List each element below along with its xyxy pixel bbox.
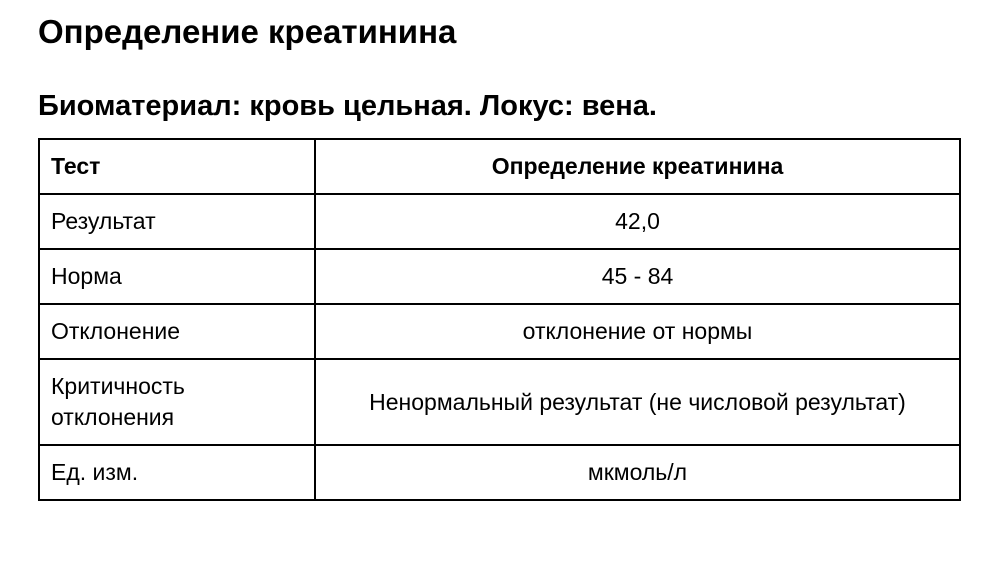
row-label-criticality: Критичность отклонения <box>39 359 315 445</box>
results-table <box>38 138 961 501</box>
row-value-result: 42,0 <box>315 194 960 249</box>
table-row-criticality <box>39 359 960 445</box>
row-value-units: мкмоль/л <box>315 445 960 500</box>
table-header-row <box>39 139 960 194</box>
row-value-deviation: отклонение от нормы <box>315 304 960 359</box>
row-label-norm: Норма <box>39 249 315 304</box>
page-title: Определение креатинина <box>38 13 457 50</box>
row-value-criticality: Ненормальный результат (не числовой результат) <box>315 359 960 445</box>
table-row-units <box>39 445 960 500</box>
header-cell-test: Тест <box>39 139 315 194</box>
row-label-deviation: Отклонение <box>39 304 315 359</box>
table-row-result <box>39 194 960 249</box>
table-row-deviation <box>39 304 960 359</box>
table-row-norm <box>39 249 960 304</box>
biomaterial-subtitle: Биоматериал: кровь цельная. Локус: вена. <box>38 90 657 122</box>
row-label-units: Ед. изм. <box>39 445 315 500</box>
header-cell-test-name: Определение креатинина <box>315 139 960 194</box>
row-label-result: Результат <box>39 194 315 249</box>
row-value-norm: 45 - 84 <box>315 249 960 304</box>
